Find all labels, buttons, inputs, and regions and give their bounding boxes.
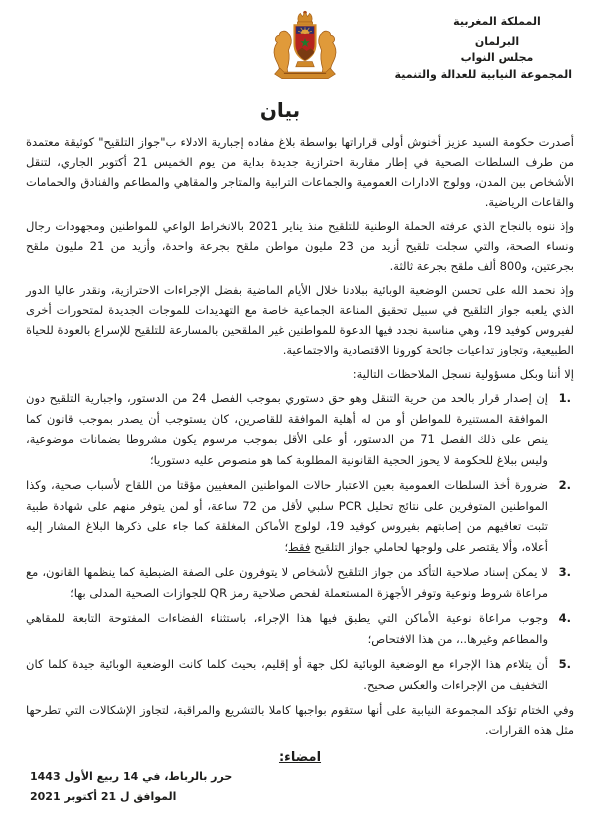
header-line-house-of-representatives: مجلس النواب (460, 51, 534, 64)
header-line-parliament: البرلمان (474, 34, 520, 48)
closing-paragraph: وفي الختام تؤكد المجموعة النيابية على أنها ستقوم بواجبها كاملا بالتشريع والمراقبة، لتجاوز الإشكالات التي تطرحها مثل هذه القرارات. (26, 703, 574, 737)
observation-text-5: أن يتلاءم هذا الإجراء مع الوضعية الوبائية لكل جهة أو إقليم، بحيث كلما كانت الوضعية الوبائية جيدة كلما كان التخفيف من الإجراءات والعكس صحيح. (26, 657, 548, 692)
observation-number-4: 4. (558, 611, 571, 625)
observation-text-3: لا يمكن إسناد صلاحية التأكد من جواز التلقيح لأشخاص لا يتوفرون على الصفة الضبطية كما ينظمها القانون، مع مراعاة شروط ونوعية وتوفر الأجهزة المستعملة لفحص صلاحية رمز QR للجوازات الصحية المدلى بها؛ (26, 565, 548, 600)
observation-underline-2: فقط (288, 539, 311, 554)
observation-item-3 (26, 562, 574, 603)
observation-item-2 (26, 475, 574, 557)
gregorian-date-line: الموافق ل 21 أكتوبر 2021 (30, 790, 177, 803)
page-title: بيان (259, 98, 301, 122)
paragraph-epidemic-situation: وإذ نحمد الله على تحسن الوضعية الوبائية ببلادنا خلال الأيام الماضية بفضل الإجراءات الاحترازية، ونقدر عاليا الدور الذي يلعبه جواز التلقيح في سبيل تحقيق المناعة الجماعية خاصة مع التهديدات للموجات الجديدة لمتحورات أخرى لفيروس كوفيد 19، وهي مناسبة نجدد فيها الدعوة للمواطنين غير الملقحين بالمسارعة للتلقيح للإسراع بالعودة للحياة الطبيعية، وتجاوز تداعيات جائحة كورونا الاقتصادية والاجتماعية. (26, 283, 574, 357)
signature-label: امضاء: (278, 750, 322, 765)
observation-text-4: وجوب مراعاة نوعية الأماكن التي يطبق فيها هذا الإجراء، باستثناء الفضاءات المفتوحة التابعة للمقاهي والمطاعم وغيرها..، من هذا الافتحاص؛ (26, 611, 548, 646)
header-line-parliamentary-group: المجموعة النيابية للعدالة والتنمية (394, 67, 572, 81)
observations-intro: إلا أننا وبكل مسؤولية نسجل الملاحظات التالية: (352, 367, 574, 381)
date-place-block (30, 767, 232, 807)
document-header (26, 8, 574, 92)
observation-item-5 (26, 654, 574, 695)
header-line-kingdom: المملكة المغربية (453, 15, 541, 28)
observation-number-5: 5. (558, 657, 571, 671)
paragraph-decision-announcement: أصدرت حكومة السيد عزيز أخنوش أولى قراراتها بواسطة بلاغ مفاده إجبارية الادلاء ب"جواز التلقيح" كوثيقة معتمدة من طرف السلطات الصحية في إطار مقاربة احترازية جديدة بداية من يوم الخميس 21 أكتوبر الجاري، لتنقل الأشخاص بين المدن، وولوج الادارات العمومية والجماعات الترابية والمتاجر والمقاهي والمطاعم والفنادق والحمامات والقاعات الرياضية. (26, 135, 574, 209)
header-letterhead (394, 14, 572, 83)
observation-item-4 (26, 608, 574, 649)
observation-item-1 (26, 388, 574, 470)
hijri-date-line: حرر بالرباط، في 14 ربيع الأول 1443 (30, 770, 233, 783)
document-body (26, 132, 574, 765)
observation-number-2: 2. (558, 478, 571, 492)
morocco-coat-of-arms-icon (272, 8, 338, 86)
observations-list (26, 388, 574, 695)
observation-tail-2: ؛ (284, 539, 289, 554)
observation-number-3: 3. (558, 565, 571, 579)
observation-text-1: إن إصدار قرار بالحد من حرية التنقل وهو حق دستوري بموجب الفصل 24 من الدستور، واجبارية التلقيح دون الموافقة المستنيرة للمواطن أو من له أهلية الموافقة للقاصرين، كان يستوجب أن يصدر بموجب قانون كما ينص على ذلك الفصل 71 من الدستور، أو على الأقل بموجب مرسوم يكون مشروطا بضمانات موضوعية، وليس ببلاغ للحكومة لا يحوز الحجية القانونية المطلوبة كما هو منصوص عليه دستوريا؛ (26, 391, 548, 467)
observation-text-2: ضرورة أخذ السلطات العمومية بعين الاعتبار حالات المواطنين المعفيين مؤقتا من اللقاح لأسباب صحية، وكذا المواطنين المتوفرين على نتائج تحليل PCR سلبي لأقل من 72 ساعة، أو لمن يتوفر منهم على شهادة طبية تثبت تعافيهم من إصابتهم بفيروس كوفيد 19، لولوج الأماكن المغلقة كما جاء على ذكرها البلاغ المشار إليه أعلاه، وألا يقتصر على ولوجها لحاملي جواز التلقيح (26, 478, 548, 554)
paragraph-vaccination-campaign: وإذ ننوه بالنجاح الذي عرفته الحملة الوطنية للتلقيح منذ يناير 2021 بالانخراط الواعي للمواطنين ومجهودات رجال ونساء الصحة، والتي سجلت تلقيح أزيد من 23 مليون مواطن ملقح بجرعة واحدة، وأزيد من 21 مليون ملقح بجرعتين، و800 ألف ملقح بجرعة ثالثة. (26, 219, 575, 273)
observation-number-1: 1. (558, 391, 571, 405)
